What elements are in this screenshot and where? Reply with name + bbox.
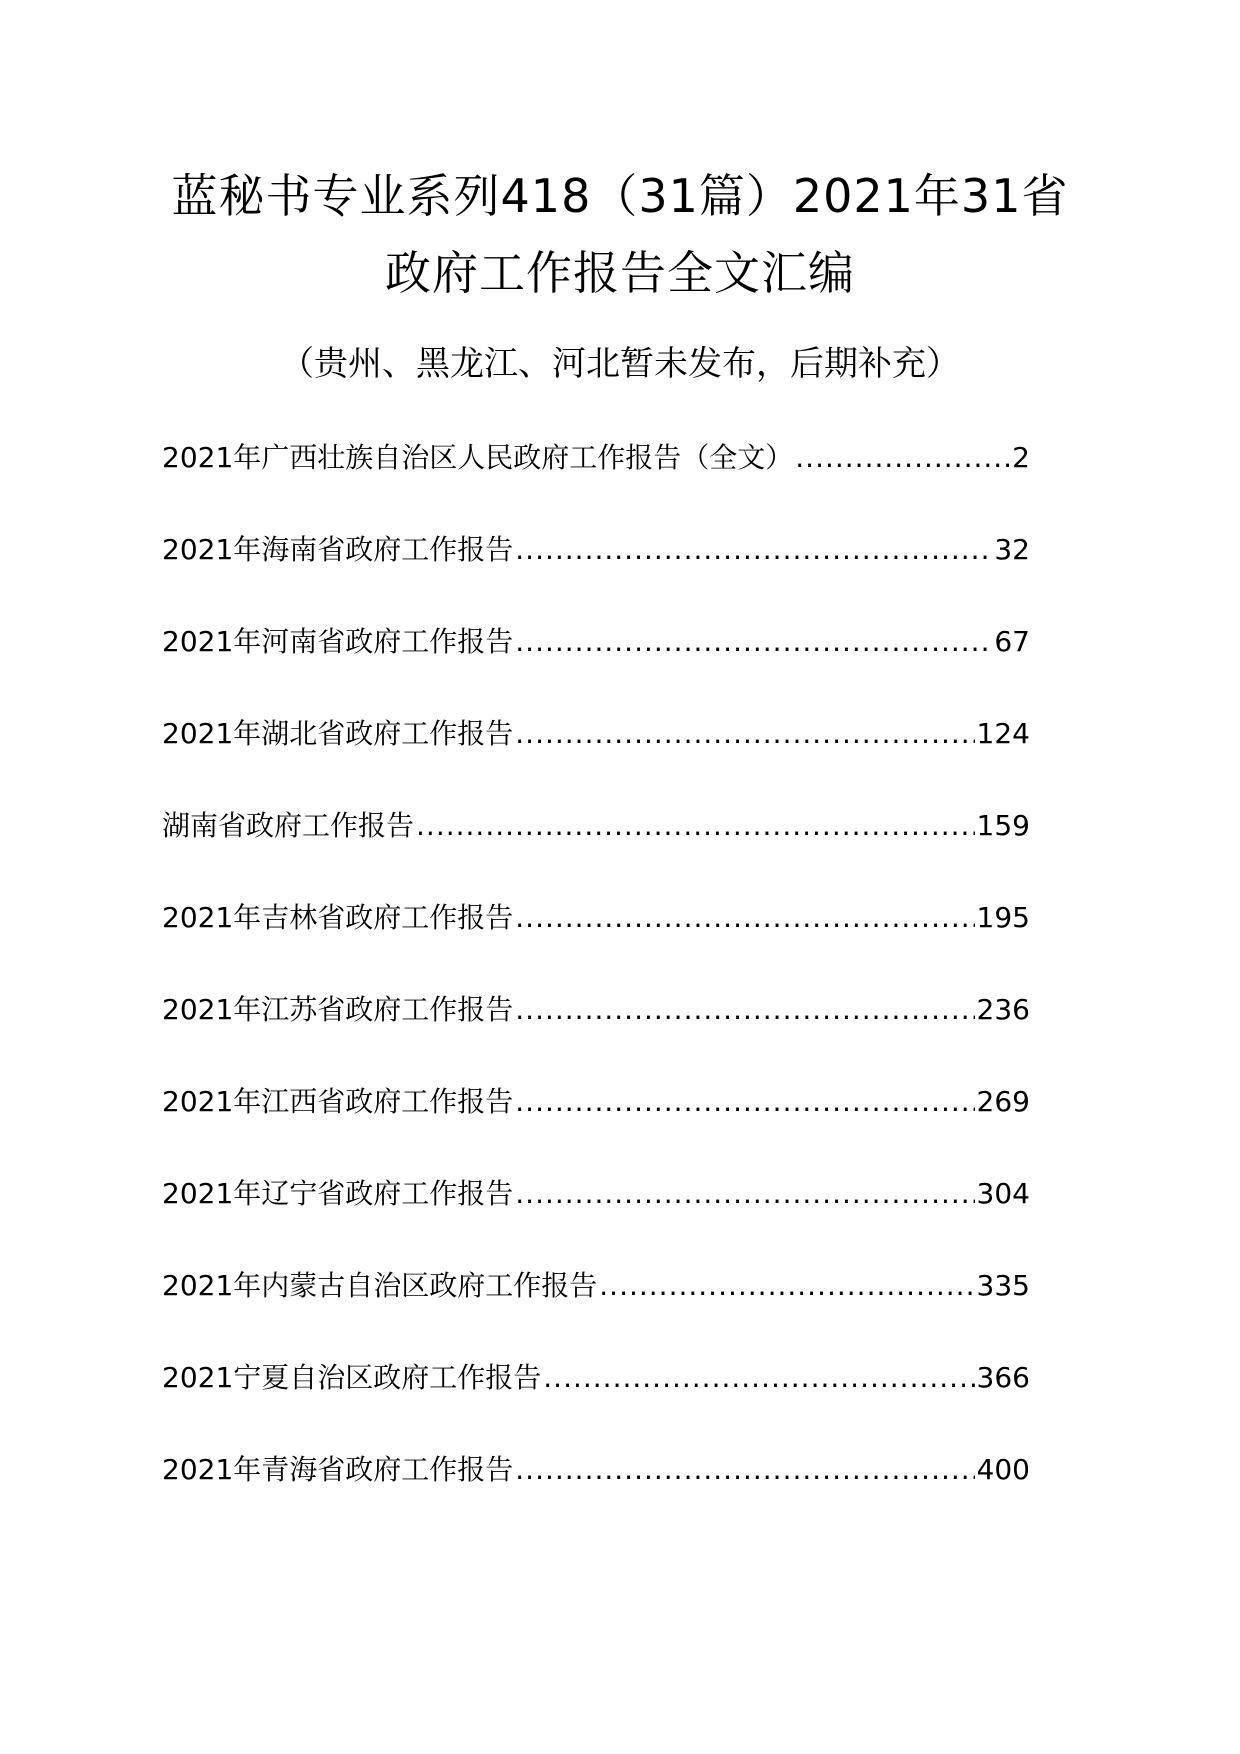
toc-entry[interactable]	[162, 896, 1030, 988]
toc-dot-leader	[515, 1172, 974, 1216]
toc-dot-leader	[416, 804, 975, 848]
toc-entry[interactable]	[162, 1264, 1030, 1356]
toc-dot-leader	[515, 988, 974, 1032]
toc-entry[interactable]	[162, 436, 1030, 528]
toc-dot-leader	[515, 1080, 974, 1124]
toc-entry[interactable]	[162, 1080, 1030, 1172]
toc-dot-leader	[543, 1356, 974, 1400]
table-of-contents	[162, 436, 1030, 1540]
toc-entry[interactable]	[162, 620, 1030, 712]
toc-entry-title: 2021年河南省政府工作报告	[162, 625, 514, 658]
toc-dot-leader	[515, 896, 974, 940]
document-title-line-1: 蓝秘书专业系列418（31篇）2021年31省	[171, 169, 1069, 223]
toc-entry-page: 304	[976, 1177, 1030, 1210]
toc-entry[interactable]	[162, 1172, 1030, 1264]
toc-entry[interactable]	[162, 988, 1030, 1080]
document-subtitle: （贵州、黑龙江、河北暂未发布，后期补充）	[280, 344, 960, 384]
toc-entry-title: 2021年广西壮族自治区人民政府工作报告（全文）	[162, 441, 794, 474]
toc-entry-page: 236	[976, 993, 1030, 1026]
toc-entry-title: 2021年海南省政府工作报告	[162, 533, 514, 566]
toc-entry-page: 32	[994, 533, 1030, 566]
toc-entry[interactable]	[162, 804, 1030, 896]
toc-entry-page: 366	[976, 1361, 1030, 1394]
toc-entry-title: 2021年湖北省政府工作报告	[162, 717, 514, 750]
toc-entry-page: 335	[976, 1269, 1030, 1302]
toc-entry-page: 400	[976, 1453, 1030, 1486]
toc-dot-leader	[515, 1448, 974, 1492]
toc-entry-page: 2	[1012, 441, 1030, 474]
toc-entry-page: 269	[976, 1085, 1030, 1118]
toc-entry[interactable]	[162, 1448, 1030, 1540]
toc-dot-leader	[515, 528, 992, 572]
toc-dot-leader	[599, 1264, 974, 1308]
toc-dot-leader	[515, 712, 974, 756]
toc-entry-title: 2021年吉林省政府工作报告	[162, 901, 514, 934]
toc-entry-title: 2021宁夏自治区政府工作报告	[162, 1361, 542, 1394]
toc-dot-leader	[515, 620, 992, 664]
toc-entry-page: 159	[976, 809, 1030, 842]
document-title-line-2: 政府工作报告全文汇编	[385, 246, 855, 300]
toc-entry-title: 2021年江苏省政府工作报告	[162, 993, 514, 1026]
toc-entry[interactable]	[162, 528, 1030, 620]
toc-entry-title: 湖南省政府工作报告	[162, 809, 415, 842]
toc-entry-title: 2021年江西省政府工作报告	[162, 1085, 514, 1118]
toc-entry[interactable]	[162, 1356, 1030, 1448]
toc-dot-leader	[795, 436, 1010, 480]
toc-entry[interactable]	[162, 712, 1030, 804]
toc-entry-title: 2021年辽宁省政府工作报告	[162, 1177, 514, 1210]
toc-entry-title: 2021年青海省政府工作报告	[162, 1453, 514, 1486]
toc-entry-page: 124	[976, 717, 1030, 750]
toc-entry-title: 2021年内蒙古自治区政府工作报告	[162, 1269, 598, 1302]
toc-entry-page: 67	[994, 625, 1030, 658]
toc-entry-page: 195	[976, 901, 1030, 934]
